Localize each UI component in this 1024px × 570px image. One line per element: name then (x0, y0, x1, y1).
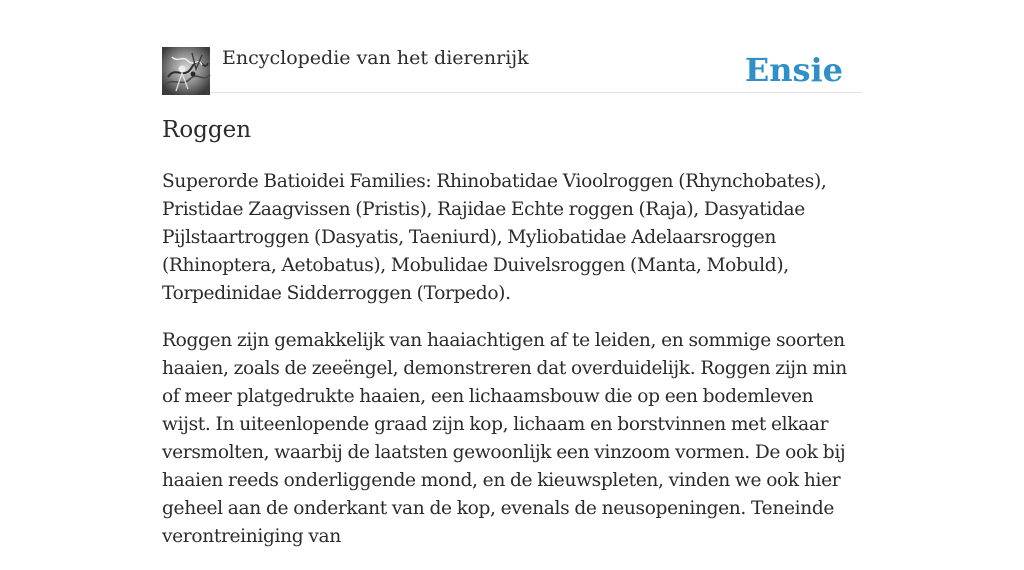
site-header (162, 0, 862, 93)
article-paragraph: Roggen zijn gemakkelijk van haaiachtigen af te leiden, en sommige soorten haaien, zoals de zeeëngel, demonstreren dat overduidelijk. Roggen zijn min of meer platgedrukte haaien, een lichaamsbouw die op een bodemleven wijst. In uiteenlopende graad zijn kop, lichaam en borstvinnen met elkaar versmolten, waarbij de laatsten gewoonlijk een vinzoom vormen. De ook bij haaien reeds onderliggende mond, en de kieuwspleten, vinden we ook hier geheel aan de onderkant van de kop, evenals de neusopeningen. Teneinde verontreiniging van (162, 330, 847, 547)
page (162, 0, 862, 547)
animal-photo-icon (162, 47, 210, 95)
article-title: Roggen (162, 117, 252, 143)
brand-logo[interactable]: Ensie (744, 51, 843, 89)
site-avatar[interactable] (162, 47, 210, 95)
site-name[interactable]: Encyclopedie van het dierenrijk (222, 47, 529, 69)
article-paragraph: Superorde Batioidei Families: Rhinobatidae Vioolroggen (Rhynchobates), Pristidae Zaagvissen (Pristis), Rajidae Echte roggen (Raja), Dasyatidae Pijlstaartroggen (Dasyatis, Taeniurd), Myliobatidae Adelaarsroggen (Rhinoptera, Aetobatus), Mobulidae Duivelsroggen (Manta, Mobuld), Torpedinidae Sidderroggen (Torpedo). (162, 171, 827, 304)
article-body (162, 168, 862, 570)
